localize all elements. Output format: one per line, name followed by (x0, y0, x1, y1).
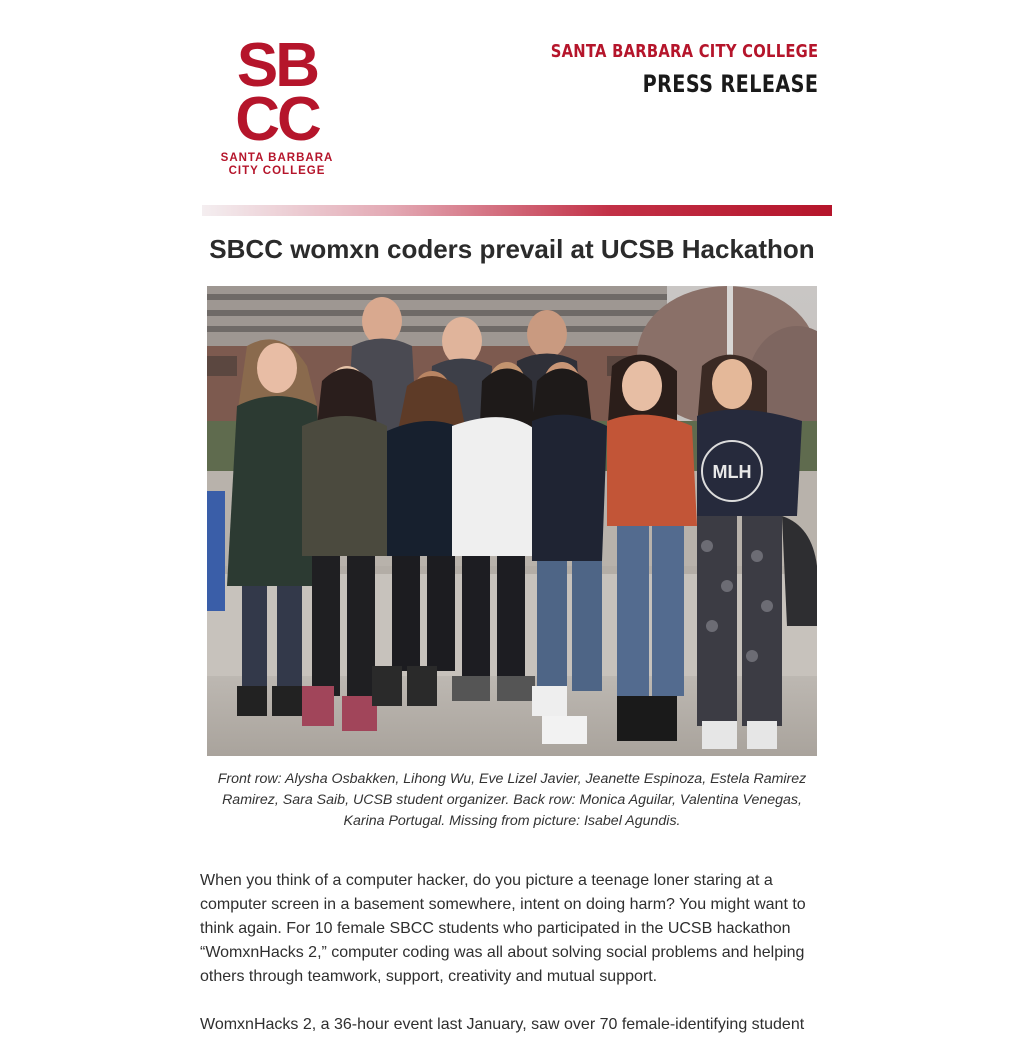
logo-mark (214, 31, 340, 154)
header-title-block (492, 40, 818, 100)
shirt-logo-text: MLH (712, 462, 752, 482)
sbcc-logo (214, 31, 340, 177)
group-photo (207, 286, 817, 756)
logo-subtitle-line-2: CITY COLLEGE (228, 165, 326, 177)
article-body (200, 869, 824, 1061)
document-type-title: PRESS RELEASE (642, 70, 818, 98)
logo-mark-line-1: SB (236, 31, 318, 100)
logo-subtitle (214, 152, 340, 178)
college-name: SANTA BARBARA CITY COLLEGE (550, 41, 818, 62)
article-headline: SBCC womxn coders prevail at UCSB Hackathon (209, 234, 815, 264)
article-paragraph: WomxnHacks 2, a 36-hour event last January, saw over 70 female-identifying student (200, 1016, 805, 1033)
photo-caption: Front row: Alysha Osbakken, Lihong Wu, Eve Lizel Javier, Jeanette Espinoza, Estela Ramirez Ramirez, Sara Saib, UCSB student organizer. Back row: Monica Aguilar, Valentina Venegas, Karina Portugal. Missing from picture: Isabel Agundis. (217, 771, 807, 829)
header-divider (202, 205, 832, 216)
logo-mark-line-2: CC (235, 85, 319, 154)
article-paragraph: When you think of a computer hacker, do you picture a teenage loner staring at a computer screen in a basement somewhere, intent on doing harm? You might want to think again. For 10 female SBCC students who participated in the UCSB hackathon “WomxnHacks 2,” computer coding was all about solving social problems and helping others through teamwork, support, creativity and mutual support. (200, 872, 806, 985)
logo-subtitle-line-1: SANTA BARBARA (220, 152, 334, 164)
